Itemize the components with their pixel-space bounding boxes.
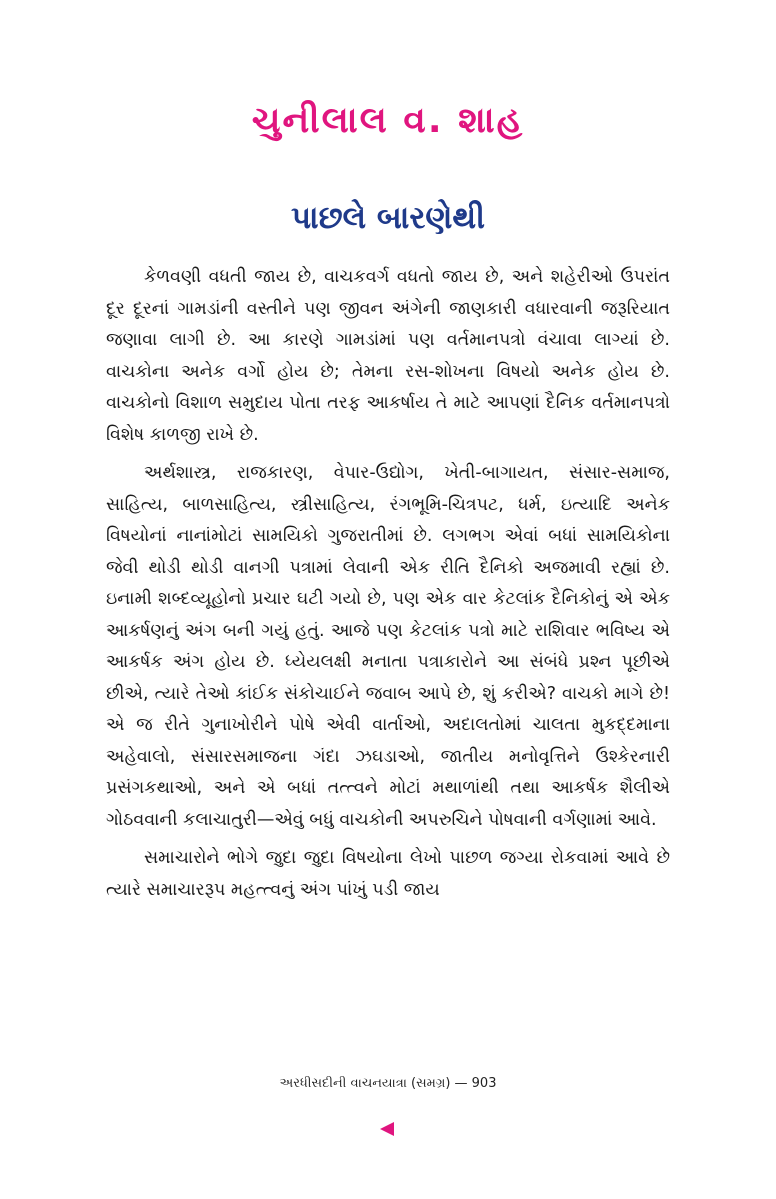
paragraph-3: સમાચારોને ભોગે જુદા જુદા વિષયોના લેખો પાછળ જગ્યા રોકવામાં આવે છે ત્યારે સમાચારરૂપ મહત્ત્વનું અંગ પાંખું પડી જાય [106,848,670,900]
left-arrow-icon[interactable] [380,1122,394,1136]
author-name: ચુનીલાલ વ. શાહ [251,100,525,141]
page-footer: અરધીસદીની વાચનયાત્રા (સમગ્ર) — 903 [279,1076,497,1091]
paragraph-1: કેળવણી વધતી જાય છે, વાચકવર્ગ વધતો જાય છે, અને શહેરીઓ ઉપરાંત દૂર દૂરનાં ગામડાંની વસ્તીને પણ જીવન અંગેની જાણકારી વધારવાની જરૂરિયાત જણાવા લાગી છે. આ કારણે ગામડાંમાં પણ વર્તમાનપત્રો વંચાવા લાગ્યાં છે. વાચકોના અનેક વર્ગો હોય છે; તેમના રસ-શોખના વિષયો અનેક હોય છે. વાચકોનો વિશાળ સમુદાય પોતા તરફ આકર્ષાય તે માટે આપણાં દૈનિક વર્તમાનપત્રો વિશેષ કાળજી રાખે છે. [106,267,670,445]
article-body [106,262,670,913]
page-title: પાછલે બારણેથી [290,200,486,236]
paragraph-2: અર્થશાસ્ત્ર, રાજકારણ, વેપાર-ઉદ્યોગ, ખેતી-બાગાયત, સંસાર-સમાજ, સાહિત્ય, બાળસાહિત્ય, સ્ત્રીસાહિત્ય, રંગભૂમિ-ચિત્રપટ, ધર્મ, ઇત્યાદિ અનેક વિષયોનાં નાનાંમોટાં સામયિકો ગુજરાતીમાં છે. લગભગ એવાં બધાં સામયિકોના જેવી થોડી થોડી વાનગી પત્રામાં લેવાની એક રીતિ દૈનિકો અજમાવી રહ્યાં છે. ઇનામી શબ્દવ્યૂહોનો પ્રચાર ઘટી ગયો છે, પણ એક વાર કેટલાંક દૈનિકોનું એ એક આકર્ષણનું અંગ બની ગયું હતું. આજે પણ કેટલાંક પત્રો માટે રાશિવાર ભવિષ્ય એ આકર્ષક અંગ હોય છે. ધ્યેયલક્ષી મનાતા પત્રાકારોને આ સંબંધે પ્રશ્ન પૂછીએ છીએ, ત્યારે તેઓ કાંઈક સંકોચાઈને જવાબ આપે છે, શું કરીએ? વાચકો માગે છે! એ જ રીતે ગુનાખોરીને પોષે એવી વાર્તાઓ, અદાલતોમાં ચાલતા મુકદ્દમાના અહેવાલો, સંસારસમાજના ગંદા ઝઘડાઓ, જાતીય મનોવૃત્તિને ઉશ્કેરનારી પ્રસંગકથાઓ, અને એ બધાં તત્ત્વને મોટાં મથાળાંથી તથા આકર્ષક શૈલીએ ગોઠવવાની કલાચાતુરી—એવું બધું વાચકોની અપરુચિને પોષવાની વર્ગણામાં આવે. [106,463,670,830]
